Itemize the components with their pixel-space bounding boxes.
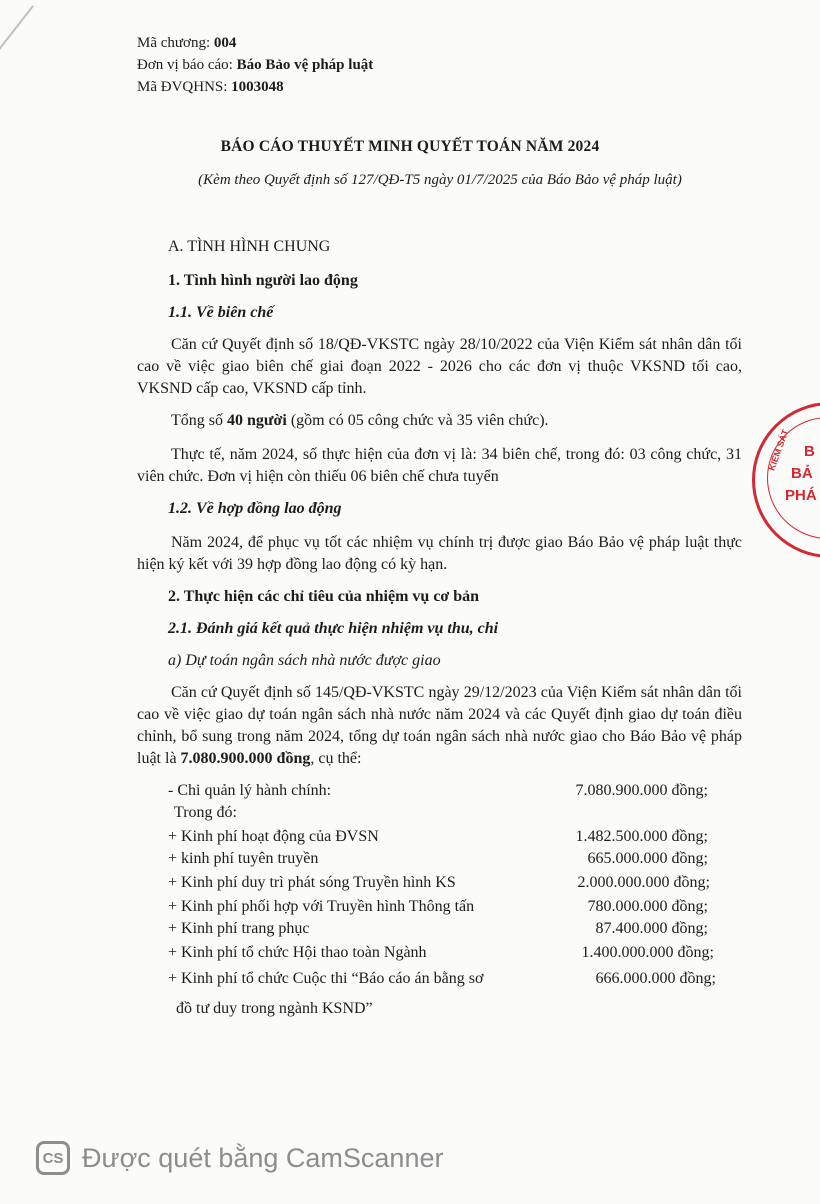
total-staff-prefix: Tổng số <box>171 412 227 429</box>
chapter-code-line <box>137 32 373 54</box>
total-staff-count: 40 người <box>227 412 287 429</box>
section-1-2-heading: 1.2. Về hợp đồng lao động <box>168 500 342 517</box>
budget-item-amount: 1.400.000.000 đồng; <box>581 944 714 961</box>
camscanner-text: Được quét bằng CamScanner <box>82 1142 444 1173</box>
budget-item-amount: 1.482.500.000 đồng; <box>575 828 708 845</box>
budget-item-label: + Kinh phí phối hợp với Truyền hình Thông tấn <box>168 898 475 915</box>
seal-text-line-2: BẢ <box>791 465 813 482</box>
budget-item-label: + Kinh phí duy trì phát sóng Truyền hình KS <box>168 874 456 891</box>
budget-item-label: + Kinh phí trang phục <box>168 920 310 937</box>
seal-text-line-1: B <box>804 443 815 460</box>
code-label: Mã ĐVQHNS: <box>137 79 228 95</box>
section-2-heading: 2. Thực hiện các chỉ tiêu của nhiệm vụ cơ bản <box>168 588 480 605</box>
paragraph-total-staff <box>171 410 549 432</box>
budget-in-which: Trong đó: <box>174 804 237 821</box>
paragraph-budget-decision <box>137 682 742 770</box>
budget-item-amount: 666.000.000 đồng; <box>595 970 716 987</box>
camscanner-watermark <box>36 1138 443 1178</box>
seal-text-line-3: PHÁ <box>785 487 817 504</box>
chapter-label: Mã chương: <box>137 35 211 51</box>
budget-item-amount: 780.000.000 đồng; <box>587 898 708 915</box>
section-1-heading: 1. Tình hình người lao động <box>168 272 358 289</box>
document-header <box>137 32 373 98</box>
budget-item-label: + Kinh phí tổ chức Hội thao toàn Ngành <box>168 944 427 961</box>
chapter-value: 004 <box>213 35 237 51</box>
code-value: 1003048 <box>231 79 284 95</box>
budget-decision-suffix: , cụ thể: <box>310 750 362 767</box>
budget-item-label: + kinh phí tuyên truyền <box>168 850 319 867</box>
budget-main-label: - Chi quản lý hành chính: <box>168 782 332 799</box>
budget-code-line <box>137 76 373 98</box>
report-subtitle: (Kèm theo Quyết định số 127/QĐ-T5 ngày 01/7/2025 của Báo Bảo vệ pháp luật) <box>198 172 682 188</box>
section-a-heading: A. TÌNH HÌNH CHUNG <box>168 238 331 255</box>
budget-total-amount: 7.080.900.000 đồng <box>180 750 311 767</box>
report-title: BÁO CÁO THUYẾT MINH QUYẾT TOÁN NĂM 2024 <box>220 138 600 155</box>
budget-decision-text: Căn cứ Quyết định số 145/QĐ-VKSTC ngày 29/12/2023 của Viện Kiểm sát nhân dân tối cao về việc giao dự toán ngân sách nhà nước năm 2024 và các Quyết định giao dự toán điều chỉnh, bổ sung trong năm 2024, tổng dự toán ngân sách nhà nước giao cho Báo Bảo vệ pháp luật là <box>137 684 742 767</box>
total-staff-suffix: (gồm có 05 công chức và 35 viên chức). <box>286 412 549 429</box>
unit-label: Đơn vị báo cáo: <box>137 57 233 73</box>
budget-item-label-cont: đồ tư duy trong ngành KSND” <box>176 1000 373 1017</box>
unit-value: Báo Bảo vệ pháp luật <box>236 57 374 73</box>
paragraph-staff-quota: Căn cứ Quyết định số 18/QĐ-VKSTC ngày 28/10/2022 của Viện Kiểm sát nhân dân tối cao về việc giao biên chế giai đoạn 2022 - 2026 cho các đơn vị thuộc VKSND tối cao, VKSND cấp cao, VKSND cấp tỉnh. <box>137 336 742 397</box>
section-2-1-heading: 2.1. Đánh giá kết quả thực hiện nhiệm vụ thu, chi <box>168 620 499 637</box>
budget-item-amount: 665.000.000 đồng; <box>587 850 708 867</box>
budget-item-amount: 2.000.000.000 đồng; <box>577 874 710 891</box>
red-seal-stamp <box>752 402 820 558</box>
scan-fold-line <box>0 5 34 61</box>
section-1-1-heading: 1.1. Về biên chế <box>168 304 274 321</box>
reporting-unit-line <box>137 54 373 76</box>
paragraph-labor-contracts: Năm 2024, để phục vụ tốt các nhiệm vụ chính trị được giao Báo Bảo vệ pháp luật thực hiện ký kết với 39 hợp đồng lao động có kỳ hạn. <box>137 534 742 573</box>
budget-item-label: + Kinh phí hoạt động của ĐVSN <box>168 828 379 845</box>
budget-main-amount: 7.080.900.000 đồng; <box>575 782 708 799</box>
budget-item-amount: 87.400.000 đồng; <box>595 920 708 937</box>
seal-arc-text: KIỂM SÁT <box>766 428 791 472</box>
camscanner-logo-icon: CS <box>36 1141 70 1175</box>
paragraph-actual-staff: Thực tế, năm 2024, số thực hiện của đơn vị là: 34 biên chế, trong đó: 03 công chức, 31 viên chức. Đơn vị hiện còn thiếu 06 biên chế chưa tuyển <box>137 446 742 485</box>
section-a-subheading: a) Dự toán ngân sách nhà nước được giao <box>168 652 441 669</box>
budget-item-label: + Kinh phí tổ chức Cuộc thi “Báo cáo án bằng sơ <box>168 970 484 987</box>
